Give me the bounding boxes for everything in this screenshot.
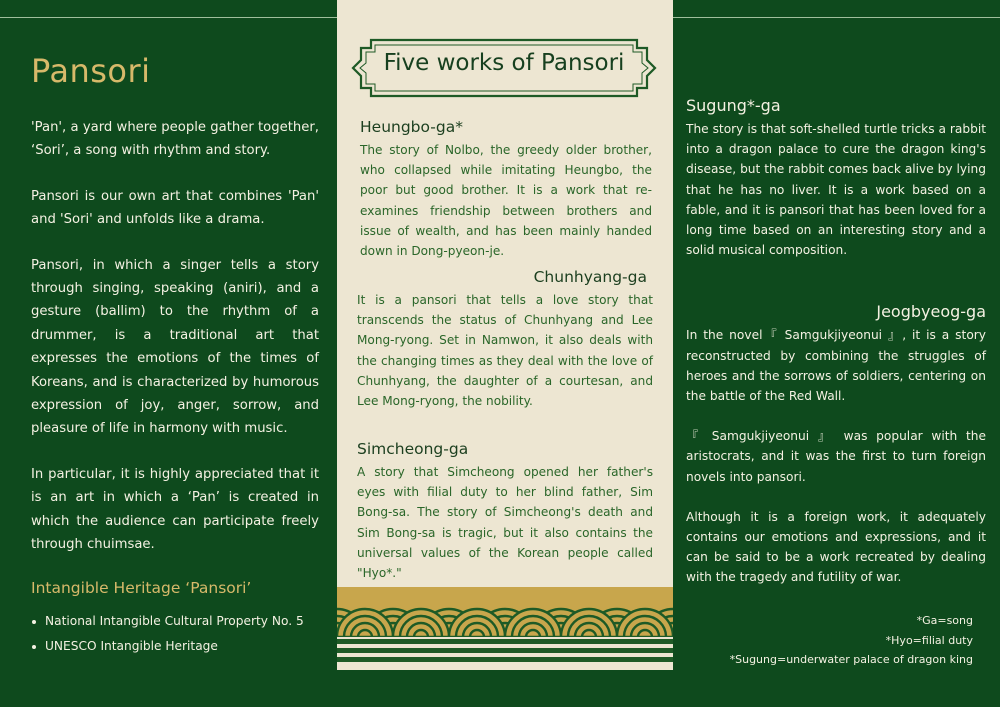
work-jeogbyeog bbox=[686, 302, 986, 587]
footnote: *Sugung=underwater palace of dragon king bbox=[729, 653, 973, 666]
footnote: *Ga=song bbox=[916, 614, 973, 627]
wave-pattern-icon bbox=[337, 587, 673, 670]
work-description: It is a pansori that tells a love story that transcends the status of Chunhyang and Lee Mong-ryong. Set in Namwon, it also deals with the changing times as they deal with the love of Chunhyang, the daughter of a courtesan, and Lee Mong-ryong, the nobility. bbox=[357, 293, 653, 409]
work-title: Heungbo-ga* bbox=[360, 118, 463, 136]
top-line-right bbox=[673, 17, 1000, 18]
heritage-title: Intangible Heritage ‘Pansori’ bbox=[31, 578, 252, 597]
work-heungbo bbox=[360, 118, 652, 261]
middle-panel bbox=[337, 0, 673, 670]
work-description: Although it is a foreign work, it adequately contains our emotions and expressions, and it can be said to be a work recreated by dealing with the tragedy and futility of war. bbox=[686, 509, 986, 585]
work-title: Sugung*-ga bbox=[686, 96, 781, 115]
intro-paragraph-2: Pansori is our own art that combines 'Pan' and 'Sori' and unfolds like a drama. bbox=[31, 188, 319, 228]
intro-paragraph-3: Pansori, in which a singer tells a story through singing, speaking (aniri), and a gesture (ballim) to the rhythm of a drummer, is a traditional art that expresses the emotions of the times of Koreans, and is characterized by humorous expression of joy, anger, sorrow, and pleasure of life in harmony with music. bbox=[31, 257, 319, 437]
work-description: The story of Nolbo, the greedy older brother, who collapsed while imitating Heungbo, the poor but good brother. It is a work that re-examines friendship between brothers and issue of wealth, and has been mainly handed down in Dong-pyeon-je. bbox=[360, 143, 652, 259]
heritage-item: National Intangible Cultural Property No. 5 bbox=[31, 609, 319, 634]
intro-paragraph-4: In particular, it is highly appreciated that it is an art in which a ‘Pan’ is created in which the audience can participate freely through chuimsae. bbox=[31, 466, 319, 553]
work-description: In the novel『 Samgukjiyeonui 』, it is a story reconstructed by combining the struggles of heroes and the sorrows of soldiers, centering on the battle of the Red Wall. bbox=[686, 328, 986, 404]
heritage-list bbox=[31, 609, 319, 659]
footnotes bbox=[730, 611, 973, 670]
works-title-frame bbox=[349, 36, 659, 100]
work-title: Simcheong-ga bbox=[357, 440, 469, 458]
top-line-left bbox=[0, 17, 337, 18]
page-title: Pansori bbox=[31, 52, 151, 90]
work-description: A story that Simcheong opened her father's eyes with filial duty to her blind father, Sim Bong-sa. The story of Simcheong's death and Sim Bong-sa is tragic, but it also contains the universal values of the Korean people called "Hyo*." bbox=[357, 465, 653, 581]
work-chunhyang bbox=[357, 268, 653, 411]
work-simcheong bbox=[357, 440, 653, 583]
intro-paragraph-1: 'Pan', a yard where people gather together, ‘Sori’, a song with rhythm and story. bbox=[31, 120, 319, 159]
work-description: 『 Samgukjiyeonui 』 was popular with the aristocrats, and it was the first to turn foreign novels into pansori. bbox=[686, 429, 986, 484]
work-title: Jeogbyeog-ga bbox=[876, 302, 986, 322]
footnote: *Hyo=filial duty bbox=[885, 633, 973, 647]
right-column bbox=[686, 96, 986, 608]
heritage-item: UNESCO Intangible Heritage bbox=[31, 634, 319, 659]
left-column bbox=[31, 52, 319, 659]
work-description: The story is that soft-shelled turtle tricks a rabbit into a dragon palace to cure the dragon king's disease, but the rabbit comes back alive by lying that he has no liver. It is a work based on a fable, and it is pansori that has been loved for a long time based on an interesting story and a solid musical composition. bbox=[686, 122, 986, 258]
work-sugung bbox=[686, 96, 986, 260]
works-title: Five works of Pansori bbox=[383, 50, 625, 76]
work-title: Chunhyang-ga bbox=[533, 268, 647, 286]
